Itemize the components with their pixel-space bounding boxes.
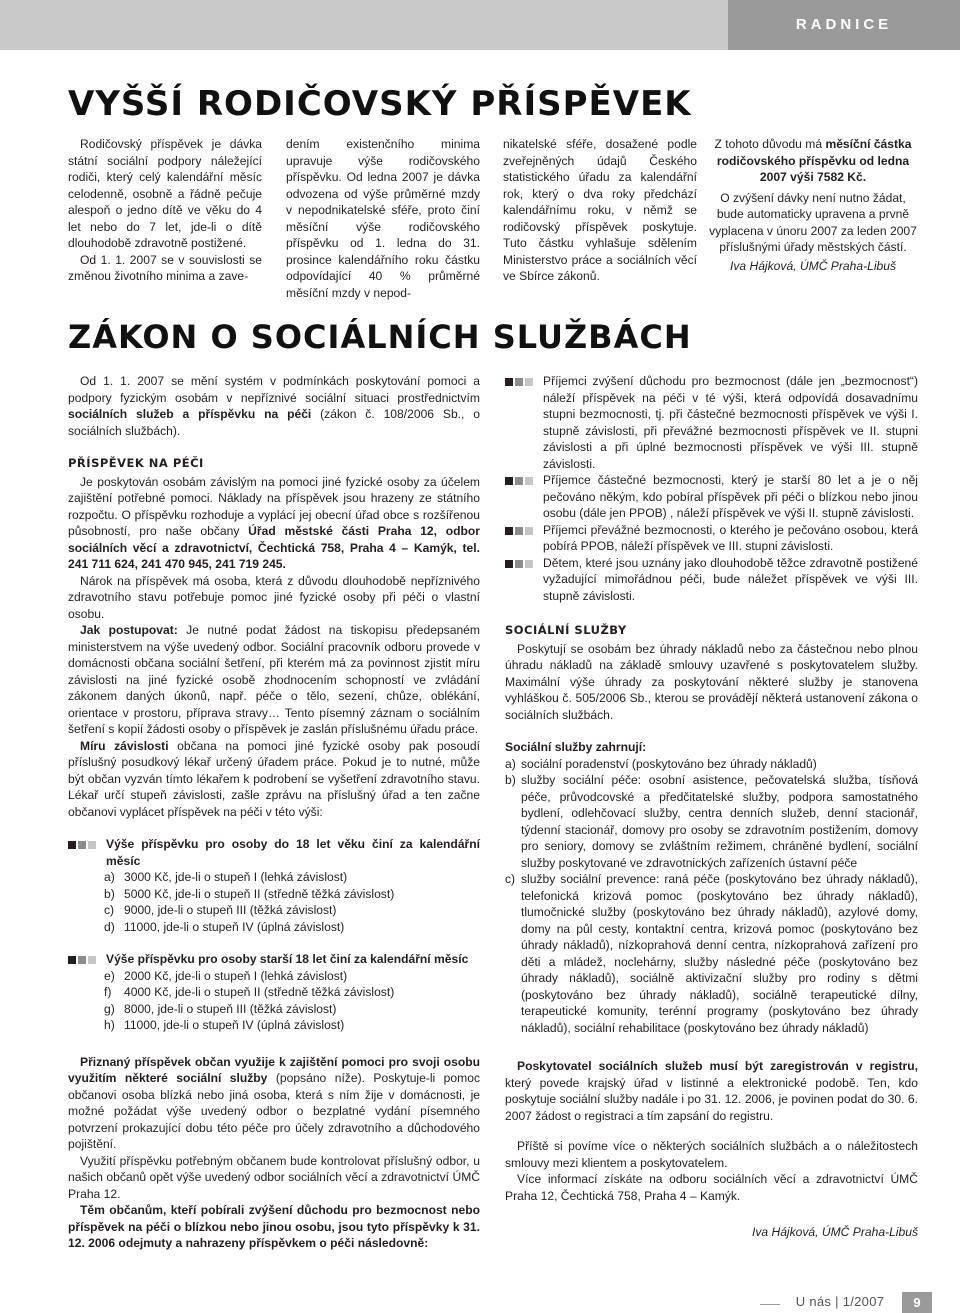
text: Je poskytován osobám závislým na pomoci jiné fyzické osoby za účelem zajištění potřebné pomoci. Náklady na příspěvek jsou hrazeny ze státního rozpočtu. O příspěvku rozhoduje a vyplácí jej obecní úřad obce s rozšířenou působností, pro naše občany [68, 474, 480, 538]
text: občana na pomoci jiné fyzické osoby pak posoudí příslušný posudkový lékař určený úřadem práce. Pokud je to nutné, může být občan vyzván tímto lékařem k podrobení se vyšetření zdravotního stavu. Lékař určí stupeň závislosti, zašle zprávu na příslušný úřad a ten začne občanovi vyplácet příspěvek na péči v této výši: [68, 738, 480, 819]
bullet-icon [505, 560, 535, 568]
item-text: Příjemci zvýšení důchodu pro bezmocnost (dále jen „bezmocnost“) náleží příspěvek na péči v té výši, která odpovídá dosavadnímu stupni bezmocnosti, tj. při částečné bezmocnosti příspěvek ve výši I. stupně závislosti, při převážné bezmocnosti příspěvek ve II. stupni závislosti a při úplné bezmocnosti příspěvek ve výši III. stupně závislosti. [543, 374, 918, 471]
paragraph-highlight [708, 136, 918, 186]
list-item [104, 1017, 480, 1034]
article1-column-3 [503, 136, 697, 285]
office-contact: Úřad městské části Praha 12, odbor sociálních věcí a zdravotnictví, Čechtická 758, Praha 4 – Kamýk, tel. 241 711 624, 241 470 945, 241 719 245. [68, 524, 481, 571]
item-text: 5000 Kč, jde-li o stupeň II (středně těžká závislost) [124, 886, 395, 901]
paragraph: Rodičovský příspěvek je dávka státní sociální podpory náležející rodiči, který celý kalendářní měsíc celodenně, osobně a řádně pečuje alespoň o jedno dítě ve věku do 4 let nebo do 7 let, jde-li o dítě dlouhodobě zdravotně postižené. [68, 137, 262, 250]
article1-column-2 [286, 136, 480, 301]
bullet-icon [505, 477, 535, 485]
paragraph: Příště si povíme více o některých sociálních službách a o náležitostech smlouvy mezi klientem a poskytovatelem. [505, 1139, 918, 1170]
text: Z tohoto důvodu má [714, 137, 826, 151]
conversion-bullet-list [505, 373, 918, 604]
item-letter: c) [104, 903, 115, 917]
article2-column-right [505, 373, 918, 1241]
paragraph [68, 1054, 480, 1153]
item-letter: f) [104, 985, 112, 999]
subheading-prispevek: PŘÍSPĚVEK NA PÉČI [68, 456, 204, 470]
list-item [505, 522, 918, 555]
paragraph [68, 474, 480, 573]
article-title-zakon: ZÁKON O SOCIÁLNÍCH SLUŽBÁCH [68, 318, 692, 356]
paragraph: Od 1. 1. 2007 se v souvislosti se změnou životního minima a zave- [68, 252, 262, 283]
item-letter: d) [104, 919, 115, 934]
list-item [505, 472, 918, 522]
text: který povede krajský úřad v listinné a elektronické podobě. Ten, kdo poskytuje sociální služby nadále i po 31. 12. 2006, je povinen podat do 30. 6. 2007 žádost o registraci a tím zapsání do registru. [505, 1075, 918, 1123]
text-bold: Jak postupovat: [80, 623, 178, 637]
group-heading: Výše příspěvku pro osoby do 18 let věku činí za kalendářní měsíc [106, 837, 480, 868]
bullet-icon [68, 956, 98, 964]
list-item [104, 984, 480, 1001]
item-text: 11000, jde-li o stupeň IV (úplná závislost) [124, 1018, 345, 1032]
text-bold: Přiznaný příspěvek občan využije k zajištění pomoci pro svoji osobu využitím některé sociální služby [68, 1054, 480, 1085]
signature: Iva Hájková, ÚMČ Praha-Libuš [729, 258, 897, 273]
item-text: Příjemce částečné bezmocnosti, který je starší 80 let a je o něj pečováno někým, kdo pobíral příspěvek při péči o blízkou nebo jinou osobu (dále jen PPOB) , náleží příspěvek ve výši II. stupně závislosti. [543, 473, 918, 520]
list-item [68, 836, 480, 869]
footer-publication: U nás | 1/2007 [795, 1294, 885, 1309]
article1-column-4 [708, 136, 918, 274]
item-text: 8000, jde-li o stupeň III (těžká závislost) [124, 1001, 337, 1016]
list-item [104, 968, 480, 985]
list-item [505, 373, 918, 472]
list-item [505, 772, 918, 871]
amount-text: měsíční částka rodičovského příspěvku od ledna 2007 výši 7582 Kč. [716, 137, 912, 184]
item-letter: c) [505, 872, 516, 886]
footer-rule [760, 1304, 780, 1305]
bullet-icon [505, 527, 535, 535]
page-number: 9 [902, 1292, 932, 1313]
list-item [104, 886, 480, 903]
item-letter: a) [505, 756, 516, 771]
list-item [104, 919, 480, 936]
bullet-icon [505, 378, 535, 386]
item-text: 3000 Kč, jde-li o stupeň I (lehká závislost) [124, 870, 348, 884]
list-item [505, 756, 918, 773]
item-letter: h) [104, 1018, 115, 1032]
bullet-icon [68, 841, 98, 849]
item-letter: g) [104, 1001, 115, 1016]
services-list [505, 756, 918, 1037]
intro-paragraph [68, 373, 480, 439]
list-item [505, 871, 918, 1036]
list-item [104, 902, 480, 919]
text-bold: Míru závislosti [80, 738, 169, 753]
article1-column-1 [68, 136, 262, 285]
paragraph: Více informací získáte na odboru sociálních věcí a zdravotnictví ÚMČ Praha 12, Čechtická 758, Praha 4 – Kamýk. [505, 1172, 918, 1203]
amount-group-under-18 [68, 836, 480, 935]
list-item [104, 1001, 480, 1018]
text: Je nutné podat žádost na tiskopisu předepsaném ministerstvem na výše uvedený odbor. Sociální pracovník odboru provede v domácnosti občana sociální šetření, při kterém má za povinnost zjistit míru závislosti na jiné fyzické osobě zhodnocením schopností ve zvládání zákonem daných úkonů, např. péče o tělo, sezení, chůze, oblékání, orientace v prostoru, příprava stravy… Tento písemný záznam o sociálním šetření s kopií žádosti osoby o příspěvek je zaslán příslušnému úřadu práce. [68, 623, 480, 736]
services-heading: Sociální služby zahrnují: [505, 740, 647, 754]
item-text: sociální poradenství (poskytováno bez úhrady nákladů) [521, 756, 817, 771]
article2-column-left [68, 373, 480, 1252]
item-text: služby sociální prevence: raná péče (poskytováno bez úhrady nákladů), telefonická krizová pomoc (poskytováno bez úhrady nákladů), tlumočnické služby (poskytováno bez úhrady nákladů), azylové domy, domy na půl cesty, kontaktní centra, krizová pomoc (poskytováno bez úhrady nákladů), nízkoprahová denní centra, nízkoprahová zařízení pro děti a mládež, noclehárny, služby následné péče (poskytováno bez úhrady nákladů), sociálně aktivizační služby pro rodiny s dětmi (poskytováno bez úhrady nákladů), sociálně terapeutické dílny, terapeutické komunity, terénní programy (poskytováno bez úhrady nákladů), sociální rehabilitace (poskytováno bez úhrady nákladů) [521, 872, 918, 1035]
article-title-rodicovsky: VYŠŠÍ RODIČOVSKÝ PŘÍSPĚVEK [68, 84, 692, 124]
bullet-list [68, 836, 480, 869]
paragraph: nikatelské sféře, dosažené podle zveřejněných údajů Českého statistického úřadu za kalendářní rok, který o dva roky předchází kalendářnímu roku, v němž se rodičovský příspěvek poskytuje. Tuto částku vyhlašuje sdělením Ministerstvo práce a sociálních věcí ve Sbírce zákonů. [503, 137, 697, 283]
item-text: 9000, jde-li o stupeň III (těžká závislost) [124, 903, 337, 917]
item-text: Dětem, které jsou uznány jako dlouhodobě těžce zdravotně postižené vyžadující mimořádnou péči, bude náležet příspěvek ve výši III. stupně závislosti. [543, 555, 918, 603]
text-bold: sociálních služeb a příspěvku na péči [68, 407, 312, 421]
signature: Iva Hájková, ÚMČ Praha-Libuš [751, 1225, 918, 1239]
paragraph: Poskytují se osobám bez úhrady nákladů nebo za částečnou nebo plnou úhradu nákladů na základě smlouvy uzavřené s poskytovatelem služby. Maximální výše úhrady za poskytování některé služby je stanovena vyhláškou č. 505/2006 Sb., kterou se provádějí některá ustanovení zákona o sociálních službách. [505, 641, 918, 722]
amount-list [68, 968, 480, 1034]
group-heading: Výše příspěvku pro osoby starší 18 let činí za kalendářní měsíc [106, 952, 469, 966]
bullet-list [68, 951, 480, 968]
amount-list [68, 869, 480, 935]
section-label: RADNICE [728, 0, 960, 50]
paragraph: Využití příspěvku potřebným občanem bude kontrolovat příslušný odbor, u našich občanů opět výše uvedený odbor sociálních věcí a zdravotnictví ÚMČ Praha 12. [68, 1153, 480, 1201]
item-text: 11000, jde-li o stupeň IV (úplná závislost) [124, 919, 345, 934]
paragraph [505, 1058, 918, 1124]
item-text: služby sociální péče: osobní asistence, pečovatelská služba, tísňová péče, průvodcovské a předčitatelské služby, podpora samostatného bydlení, odlehčovací služby, centra denních služeb, denní stacionář, týdenní stacionář, domovy pro osoby se zdravotním postižením, domovy pro seniory, domovy se zvláštním režimem, chráněné bydlení, sociální služby poskytované ve zdravotnických zařízeních ústavní péče [521, 773, 918, 870]
text: (popsáno níže). Poskytuje-li pomoc občanovi osoba blízká nebo jiná osoba, která s ním žije v domácnosti, je možné požádat výše uvedený odbor o bezplatné vydání písemného potvrzení prokazující dobu této péče pro účely zdravotního a důchodového pojištění. [68, 1071, 480, 1151]
list-item [104, 869, 480, 886]
text: (zákon č. 108/2006 Sb., o sociálních službách). [68, 407, 480, 438]
text-bold: Poskytovatel sociálních služeb musí být zaregistrován v registru, [517, 1059, 918, 1073]
paragraph: Nárok na příspěvek má osoba, která z důvodu dlouhodobě nepříznivého zdravotního stavu potřebuje pomoc jiné fyzické osoby při péči o vlastní osobu. [68, 573, 480, 621]
paragraph [68, 622, 480, 738]
item-letter: e) [104, 968, 115, 983]
list-item [505, 555, 918, 605]
item-letter: a) [104, 870, 115, 884]
amount-group-over-18 [68, 951, 480, 1034]
item-text: Příjemci převážné bezmocnosti, o kterého je pečováno osobou, která pobírá PPOB, náleží příspěvek ve III. stupni závislosti. [543, 522, 918, 553]
list-item [68, 951, 480, 968]
paragraph [68, 738, 480, 821]
paragraph: dením existenčního minima upravuje výše rodičovského příspěvku. Od ledna 2007 je dávka odvozena od výše průměrné mzdy v nepodnikatelské sféře, proto činí měsíční výše rodičovského příspěvku od 1. ledna do 31. prosince kalendářního roku částku odpovídající 40 % průměrné měsíční mzdy v nepod- [286, 137, 480, 300]
item-letter: b) [104, 886, 115, 901]
page-footer [760, 1292, 960, 1313]
text: Od 1. 1. 2007 se mění systém v podmínkách poskytování pomoci a podpory fyzickým osobám v nepříznivé sociální situaci prostřednictvím [68, 374, 480, 405]
subheading-socialni-sluzby: SOCIÁLNÍ SLUŽBY [505, 623, 627, 637]
item-text: 4000 Kč, jde-li o stupeň II (středně těžká závislost) [124, 985, 395, 999]
paragraph-bold: Těm občanům, kteří pobírali zvýšení důchodu pro bezmocnost nebo příspěvek na péči o blízkou nebo jinou osobu, jsou tyto příspěvky k 31. 12. 2006 odejmuty a nahrazeny příspěvkem o péči následovně: [68, 1203, 480, 1250]
paragraph: O zvýšení dávky není nutno žádat, bude automaticky upravena a prvně vyplacena v únoru 2007 za leden 2007 příslušnými úřady městských částí. [709, 190, 917, 254]
item-letter: b) [505, 773, 516, 787]
item-text: 2000 Kč, jde-li o stupeň I (lehká závislost) [124, 968, 348, 983]
